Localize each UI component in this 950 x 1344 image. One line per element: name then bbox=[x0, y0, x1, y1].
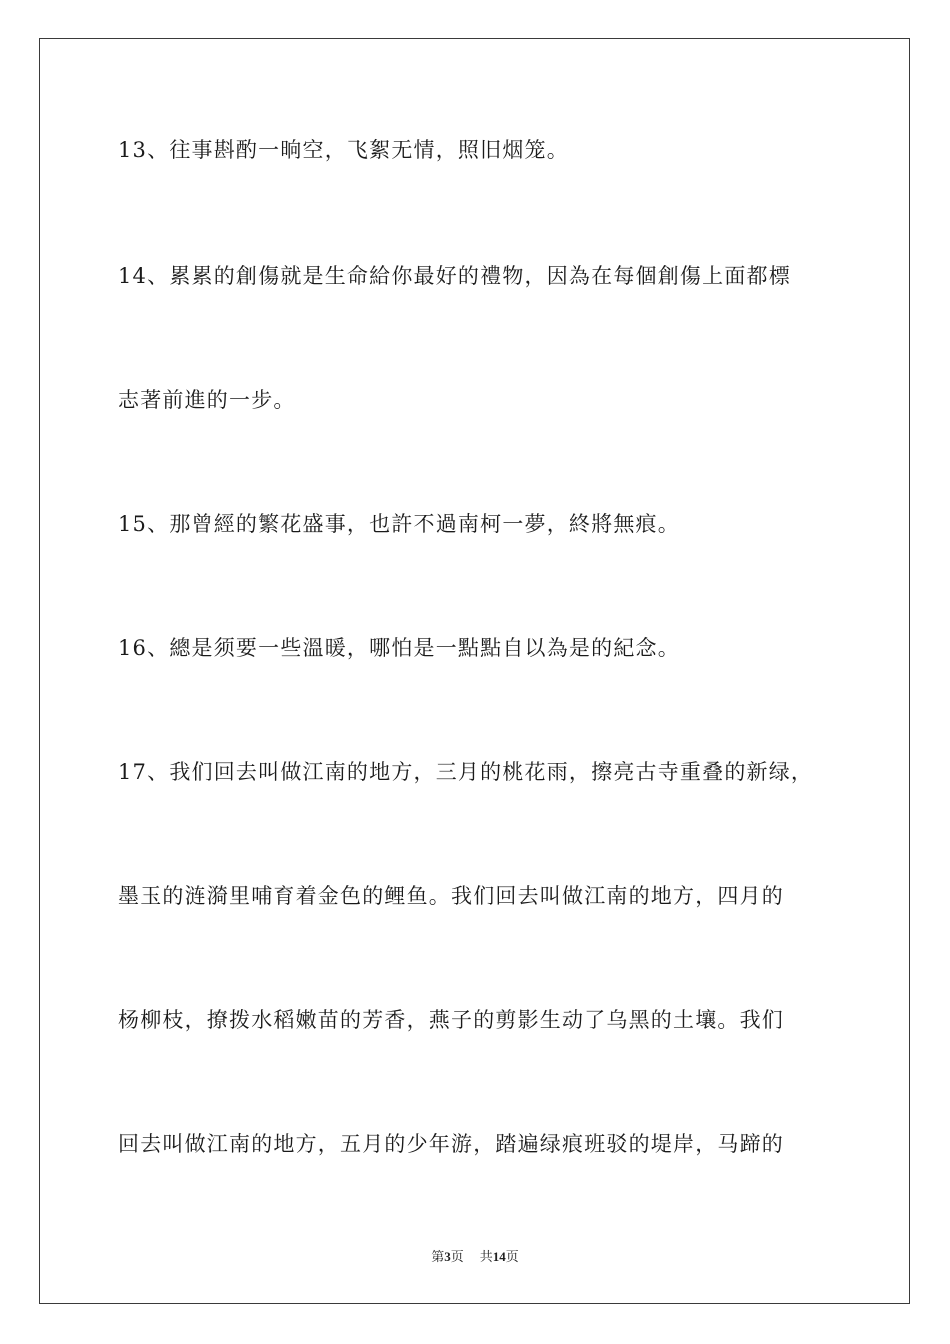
text-line-14b: 志著前進的一步。 bbox=[118, 388, 296, 412]
page-footer bbox=[0, 1246, 950, 1265]
text-line-17d: 回去叫做江南的地方，五月的少年游，踏遍绿痕班驳的堤岸，马蹄的 bbox=[118, 1132, 784, 1156]
text-line-17a: 17、我们回去叫做江南的地方，三月的桃花雨，擦亮古寺重叠的新绿， bbox=[118, 760, 814, 784]
text-line-15: 15、那曾經的繁花盛事，也許不過南柯一夢，終將無痕。 bbox=[118, 512, 680, 536]
footer-total-pages: 14 bbox=[492, 1249, 506, 1264]
page-border bbox=[39, 38, 910, 1304]
footer-page-suffix: 页 bbox=[450, 1250, 464, 1265]
footer-total-suffix: 页 bbox=[505, 1250, 519, 1265]
text-line-13: 13、往事斟酌一晌空，飞絮无情，照旧烟笼。 bbox=[118, 138, 569, 162]
footer-total-prefix: 共 bbox=[479, 1250, 493, 1265]
text-line-17c: 杨柳枝，撩拨水稻嫩苗的芳香，燕子的剪影生动了乌黑的土壤。我们 bbox=[118, 1008, 784, 1032]
text-line-14a: 14、累累的創傷就是生命給你最好的禮物，因為在每個創傷上面都標 bbox=[118, 264, 791, 288]
text-line-17b: 墨玉的涟漪里哺育着金色的鲤鱼。我们回去叫做江南的地方，四月的 bbox=[118, 884, 784, 908]
footer-page-number: 3 bbox=[444, 1249, 451, 1264]
footer-page-prefix: 第 bbox=[431, 1250, 445, 1265]
text-line-16: 16、總是须要一些溫暖，哪怕是一點點自以為是的紀念。 bbox=[118, 636, 680, 660]
